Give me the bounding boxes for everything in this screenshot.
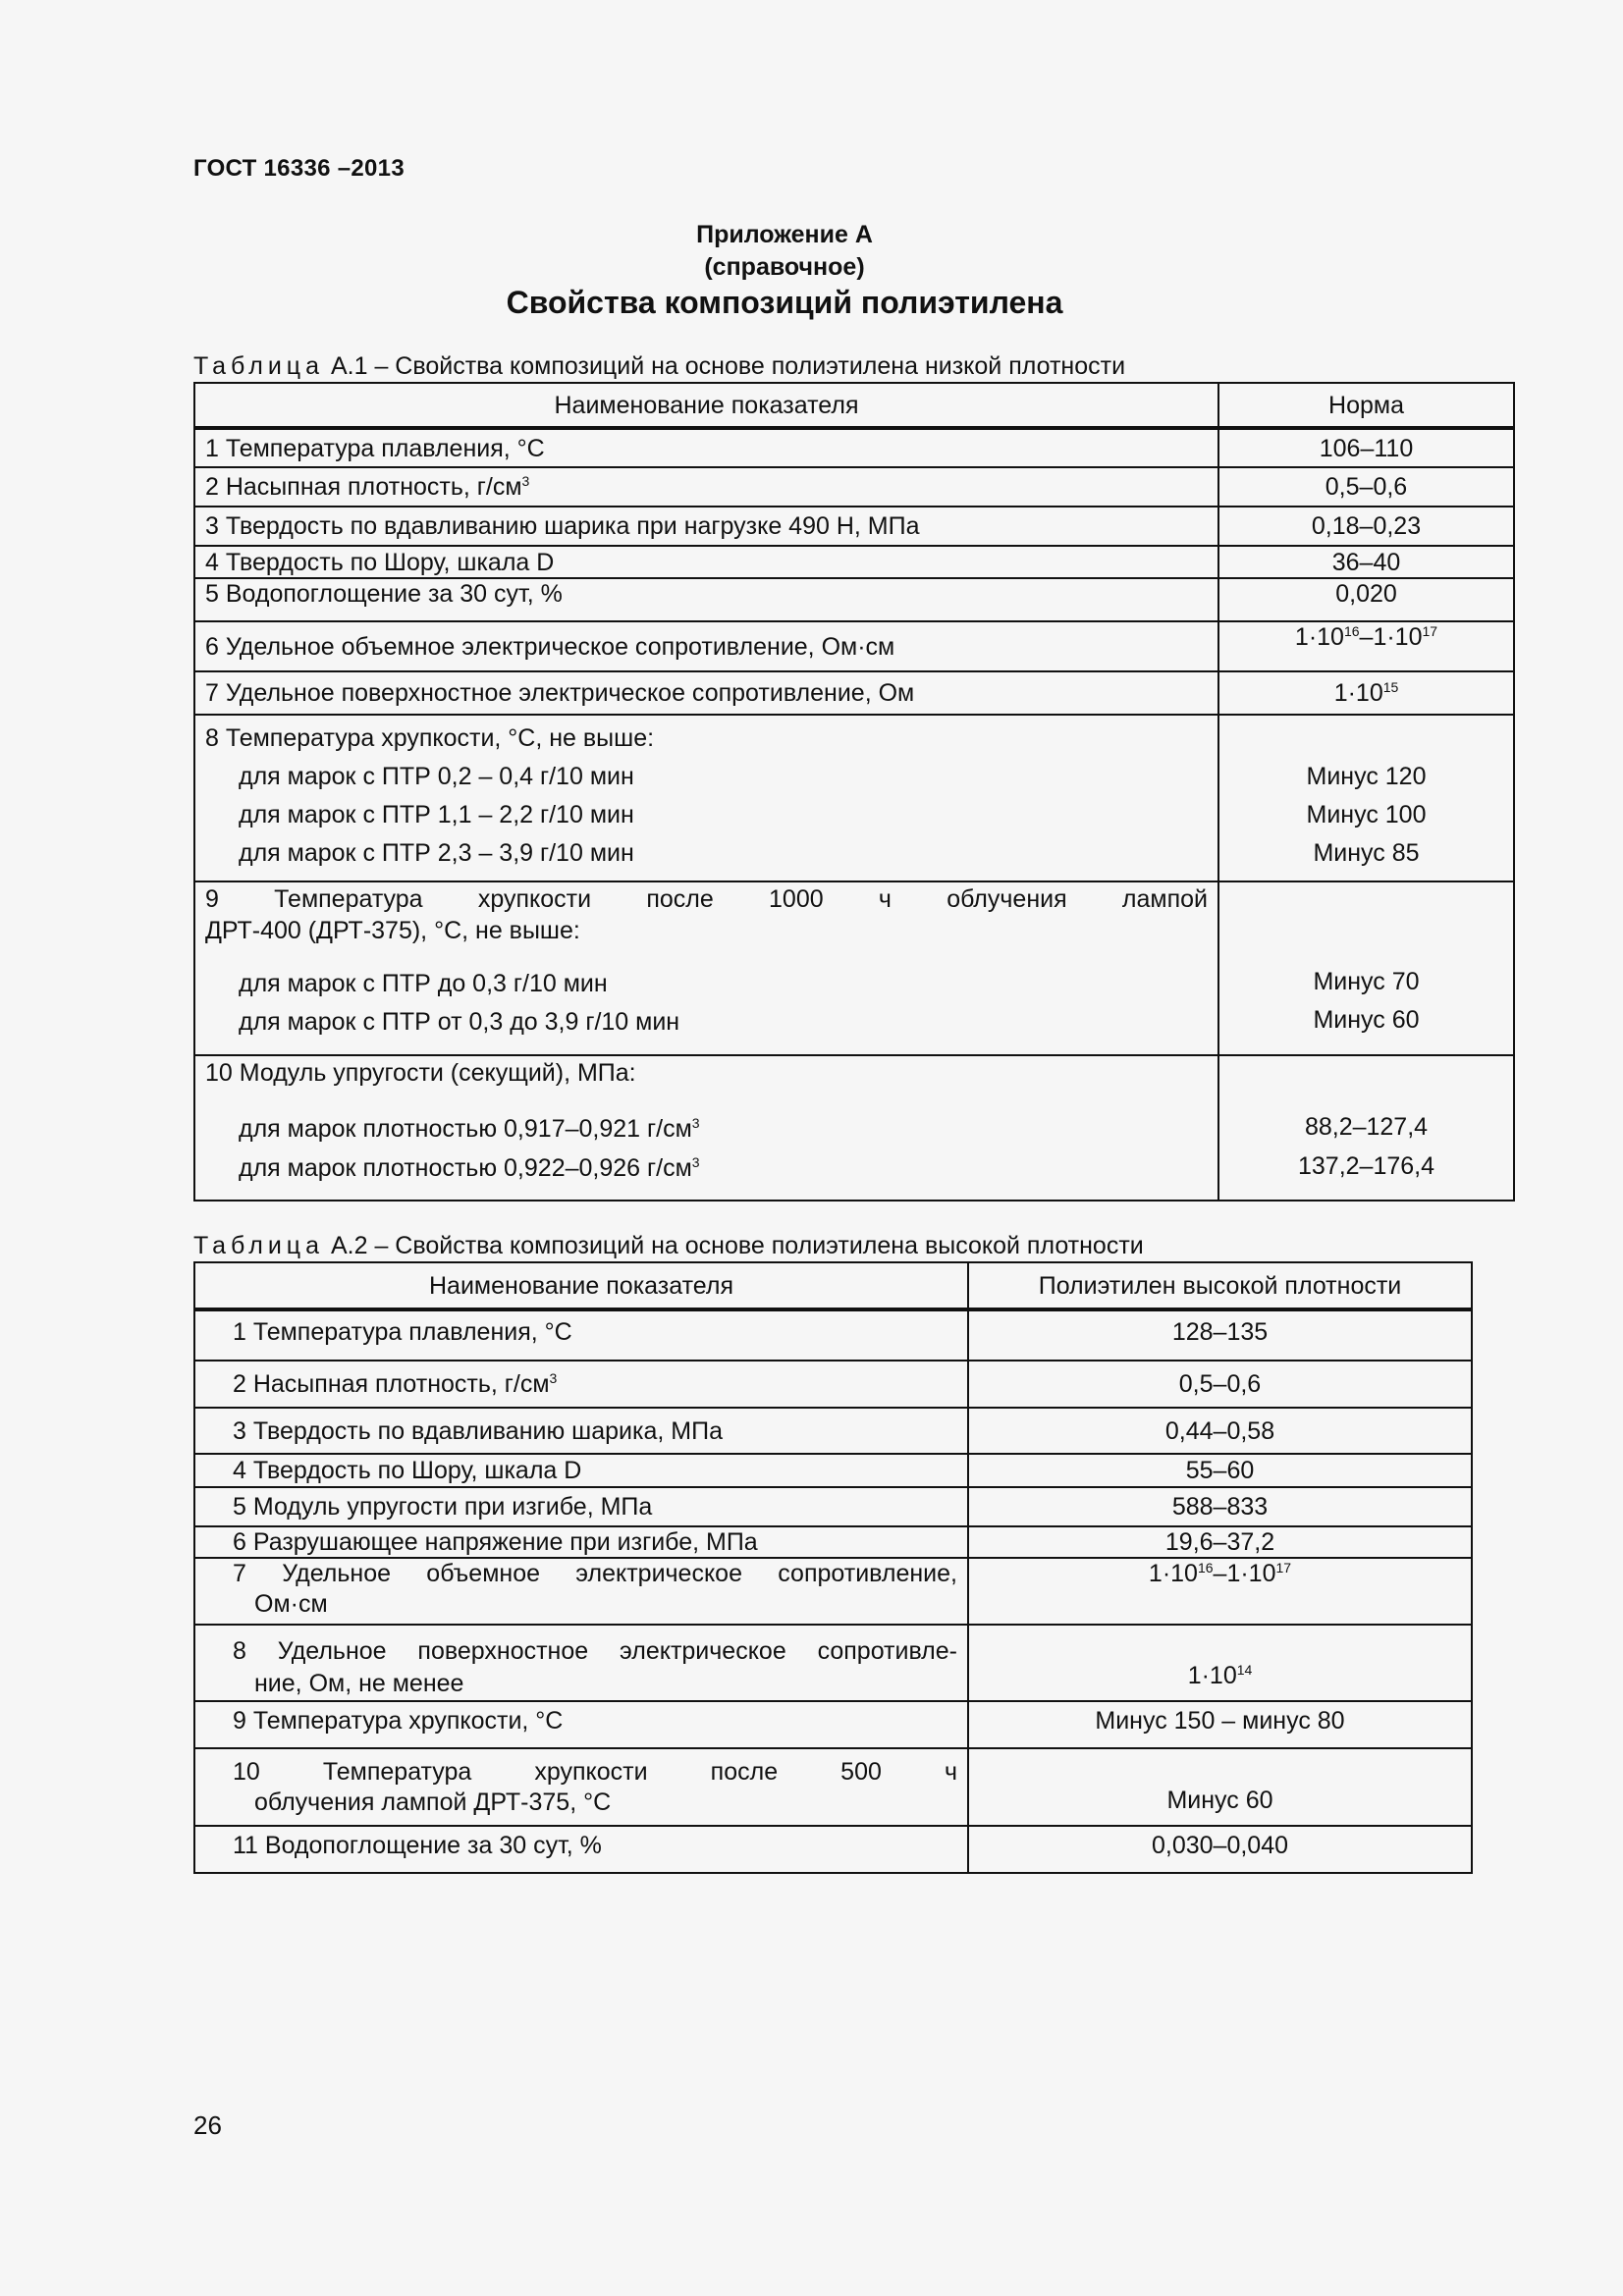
row-value: 0,44–0,58 <box>968 1408 1472 1454</box>
table-row <box>194 578 1514 621</box>
table-a1-caption <box>193 352 1125 381</box>
row-name <box>194 1748 968 1826</box>
superscript: 17 <box>1275 1560 1292 1575</box>
row-name: 3 Твердость по вдавливанию шарика при нагрузке 490 Н, МПа <box>194 507 1218 546</box>
row-value <box>968 1558 1472 1625</box>
row-name <box>194 467 1218 507</box>
row-value: 19,6–37,2 <box>968 1526 1472 1558</box>
table-row <box>194 546 1514 578</box>
row-value <box>1218 621 1514 671</box>
table-row <box>194 1625 1472 1701</box>
table-row <box>194 881 1514 1055</box>
row-name-text: 10 Модуль упругости (секущий), МПа: <box>205 1059 636 1087</box>
row-name <box>194 1625 968 1701</box>
superscript: 3 <box>691 1154 700 1170</box>
sub-item-text: для марок плотностью 0,917–0,921 г/см <box>239 1115 692 1143</box>
row-name: 4 Твердость по Шору, шкала D <box>194 1454 968 1487</box>
row-value: 36–40 <box>1218 546 1514 578</box>
sub-item <box>205 1109 1208 1148</box>
sub-value: 88,2–127,4 <box>1304 1113 1429 1141</box>
table-a2 <box>193 1261 1473 1874</box>
table-row <box>194 671 1514 715</box>
table-row <box>194 507 1514 546</box>
appendix-heading: Свойства композиций полиэтилена <box>506 285 1063 320</box>
superscript: 15 <box>1382 679 1399 695</box>
table-row <box>194 467 1514 507</box>
row-value: 0,18–0,23 <box>1218 507 1514 546</box>
row-value <box>1218 671 1514 715</box>
row-name <box>194 715 1218 881</box>
row-name: 1 Температура плавления, °С <box>194 1309 968 1361</box>
row-name: 9 Температура хрупкости, °С <box>194 1701 968 1748</box>
table-row <box>194 1748 1472 1826</box>
table-row <box>194 1701 1472 1748</box>
table-row <box>194 715 1514 881</box>
row-name: 6 Удельное объемное электрическое сопротивление, Ом·см <box>194 621 1218 671</box>
table-row <box>194 1408 1472 1454</box>
sub-value: Минус 60 <box>1313 1006 1420 1034</box>
row-name-text: 10 Температура хрупкости после 500 ч <box>233 1758 957 1786</box>
row-value <box>1218 881 1514 1055</box>
sub-item: для марок с ПТР до 0,3 г/10 мин <box>239 970 608 997</box>
appendix-kind: (справочное) <box>704 253 865 281</box>
appendix-title: Приложение А <box>696 221 873 248</box>
row-name: 6 Разрушающее напряжение при изгибе, МПа <box>194 1526 968 1558</box>
superscript: 14 <box>1236 1662 1253 1678</box>
row-value: Минус 60 <box>968 1748 1472 1826</box>
sub-value: 137,2–176,4 <box>1297 1152 1435 1180</box>
row-name-text: 8 Температура хрупкости, °С, не выше: <box>205 724 655 752</box>
row-name <box>194 1558 968 1625</box>
sub-value: Минус 120 <box>1306 763 1427 790</box>
row-value: 128–135 <box>968 1309 1472 1361</box>
value-part: 1·10 <box>1294 623 1344 651</box>
table-a2-caption <box>193 1232 1144 1260</box>
row-name <box>194 1055 1218 1201</box>
table-row <box>194 1454 1472 1487</box>
table-a1 <box>193 382 1515 1201</box>
column-header-name: Наименование показателя <box>194 1262 968 1309</box>
row-name: 11 Водопоглощение за 30 сут, % <box>194 1826 968 1873</box>
row-name-text: 2 Насыпная плотность, г/см <box>205 473 522 501</box>
row-name-text: 8 Удельное поверхностное электрическое сопротивле- <box>233 1637 957 1665</box>
row-value: 106–110 <box>1218 428 1514 467</box>
sub-value: Минус 85 <box>1313 839 1420 867</box>
row-value <box>1218 1055 1514 1201</box>
sub-item-text: для марок плотностью 0,922–0,926 г/см <box>239 1154 692 1182</box>
sub-value: Минус 70 <box>1313 968 1420 995</box>
row-value: 0,5–0,6 <box>1218 467 1514 507</box>
row-name: 5 Модуль упругости при изгибе, МПа <box>194 1487 968 1526</box>
table-row <box>194 1361 1472 1408</box>
row-name: 5 Водопоглощение за 30 сут, % <box>194 578 1218 621</box>
value-part: 1·10 <box>1148 1560 1198 1587</box>
table-row <box>194 1487 1472 1526</box>
row-name: 7 Удельное поверхностное электрическое сопротивление, Ом <box>194 671 1218 715</box>
table-row <box>194 621 1514 671</box>
value-part: –1·10 <box>1213 1560 1276 1587</box>
superscript: 17 <box>1422 623 1438 639</box>
table-row <box>194 1558 1472 1625</box>
table-row <box>194 1055 1514 1201</box>
sub-item: для марок с ПТР от 0,3 до 3,9 г/10 мин <box>239 1008 680 1036</box>
sub-item: для марок с ПТР 0,2 – 0,4 г/10 мин <box>239 763 634 790</box>
table-a2-caption-text: А.2 – Свойства композиций на основе полиэтилена высокой плотности <box>324 1232 1144 1259</box>
row-value: Минус 150 – минус 80 <box>968 1701 1472 1748</box>
column-header-name: Наименование показателя <box>194 383 1218 428</box>
superscript: 3 <box>549 1370 558 1386</box>
row-value <box>968 1625 1472 1701</box>
sub-value: Минус 100 <box>1306 801 1427 828</box>
sub-item: для марок с ПТР 1,1 – 2,2 г/10 мин <box>239 801 634 828</box>
superscript: 3 <box>691 1115 700 1131</box>
superscript: 16 <box>1197 1560 1214 1575</box>
row-name-text: Ом·см <box>254 1590 328 1618</box>
table-header-row <box>194 383 1514 428</box>
table-row <box>194 1309 1472 1361</box>
superscript: 3 <box>521 473 530 489</box>
row-value <box>1218 715 1514 881</box>
table-a1-caption-text: А.1 – Свойства композиций на основе полиэтилена низкой плотности <box>324 352 1126 380</box>
table-a1-caption-label: Таблица <box>193 352 325 380</box>
row-name: 4 Твердость по Шору, шкала D <box>194 546 1218 578</box>
column-header-value: Полиэтилен высокой плотности <box>968 1262 1472 1309</box>
table-row <box>194 1826 1472 1873</box>
row-name-text: ние, Ом, не менее <box>254 1670 464 1697</box>
table-row <box>194 1526 1472 1558</box>
row-name <box>194 1361 968 1408</box>
superscript: 16 <box>1343 623 1360 639</box>
row-value: 588–833 <box>968 1487 1472 1526</box>
value-part: 1·10 <box>1333 679 1383 707</box>
table-header-row <box>194 1262 1472 1309</box>
value-part: –1·10 <box>1359 623 1423 651</box>
value-part: 1·10 <box>1187 1662 1237 1689</box>
column-header-value: Норма <box>1218 383 1514 428</box>
row-value: 0,020 <box>1218 578 1514 621</box>
table-row <box>194 428 1514 467</box>
sub-item <box>205 1148 1208 1188</box>
sub-item: для марок с ПТР 2,3 – 3,9 г/10 мин <box>239 839 634 867</box>
page-number: 26 <box>193 2110 222 2140</box>
row-name-text: 9 Температура хрупкости после 1000 ч облучения лампой <box>205 885 1208 913</box>
row-name-text: ДРТ-400 (ДРТ-375), °С, не выше: <box>205 917 580 944</box>
row-name: 1 Температура плавления, °С <box>194 428 1218 467</box>
row-name-text: 7 Удельное объемное электрическое сопротивление, <box>233 1560 957 1587</box>
row-name-text: облучения лампой ДРТ-375, °С <box>254 1789 612 1816</box>
table-a2-caption-label: Таблица <box>193 1232 325 1259</box>
row-name-text: 2 Насыпная плотность, г/см <box>233 1370 550 1398</box>
document-code: ГОСТ 16336 –2013 <box>193 155 405 182</box>
row-name <box>194 881 1218 1055</box>
row-name: 3 Твердость по вдавливанию шарика, МПа <box>194 1408 968 1454</box>
row-value: 55–60 <box>968 1454 1472 1487</box>
row-value: 0,5–0,6 <box>968 1361 1472 1408</box>
row-value: 0,030–0,040 <box>968 1826 1472 1873</box>
